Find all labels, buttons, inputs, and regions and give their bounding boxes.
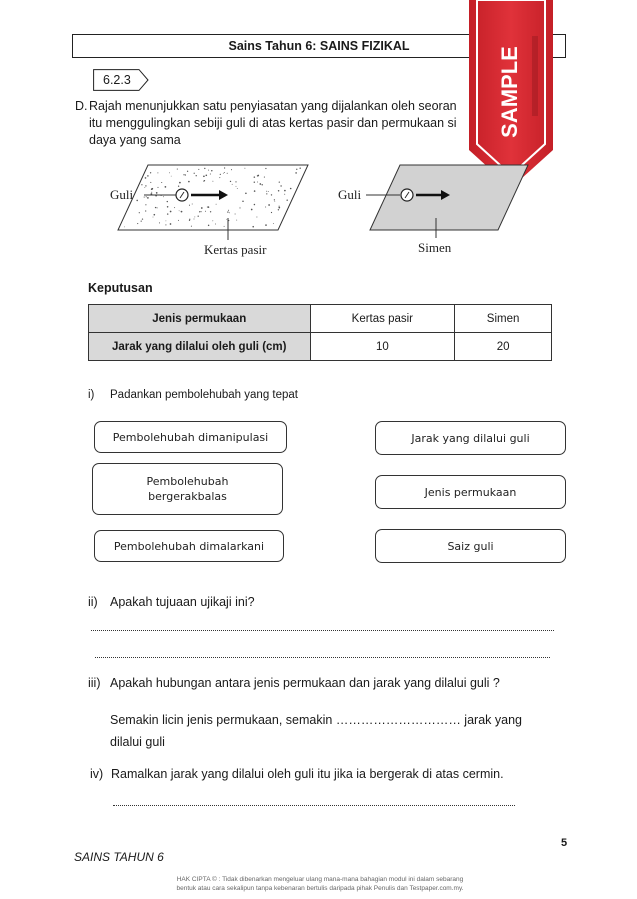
answer-part-2: jarak yang [464,713,522,727]
table-cell: 20 [455,333,552,361]
answer-line-2: dilalui guli [110,735,165,749]
answer-line[interactable] [113,805,515,806]
question-text: Padankan pembolehubah yang tepat [110,389,298,401]
table-cell: Simen [455,305,552,333]
match-box-surface-type[interactable]: Jenis permukaan [375,475,566,509]
question-text: Ramalkan jarak yang dilalui oleh guli itu jika ia bergerak di atas cermin. [111,767,504,781]
watermark-text: SAMPLE [497,46,522,138]
question-number: ii) [88,595,98,609]
answer-blank[interactable]: ………………………… [335,713,461,727]
answer-statement [110,713,522,727]
guli-label-left: Guli [110,187,134,202]
page-title: Sains Tahun 6: SAINS FIZIKAL [228,39,410,53]
guli-label-right: Guli [338,187,362,202]
match-box-constant[interactable]: Pembolehubah dimalarkani [94,530,284,562]
copyright-line-2: bentuk atau cara sekalipun tanpa kebenaran bertulis daripada pihak Penulis dan Testpaper.com.my. [176,885,464,892]
table-header-cell: Jarak yang dilalui oleh guli (cm) [89,333,311,361]
marble-icon [401,189,413,201]
question-line-1: Rajah menunjukkan satu penyiasatan yang dijalankan oleh seoran [89,99,457,113]
answer-line[interactable] [95,657,550,658]
cement-surface [370,165,528,230]
question-label: D. [75,99,88,113]
marble-icon [176,189,188,201]
question-number: i) [88,389,95,401]
sandpaper-surface [118,165,308,230]
page-number: 5 [561,837,568,849]
question-number: iii) [88,676,101,690]
cement-label: Simen [418,240,452,255]
footer-title: SAINS TAHUN 6 [74,850,164,864]
results-table [88,304,552,361]
match-box-manipulated[interactable]: Pembolehubah dimanipulasi [94,421,287,453]
table-row [89,333,552,361]
match-box-responding[interactable]: Pembolehubah bergerakbalas [92,463,283,515]
match-box-distance[interactable]: Jarak yang dilalui guli [375,421,566,455]
question-text: Apakah tujuaan ujikaji ini? [110,595,255,609]
answer-line[interactable] [91,630,554,631]
match-box-marble-size[interactable]: Saiz guli [375,529,566,563]
section-number: 6.2.3 [103,73,131,87]
copyright-line-1: HAK CIPTA © : Tidak dibenarkan mengeluar ulang mana-mana bahagian modul ini dalam sebarang [176,876,464,883]
copyright-notice [90,875,550,893]
results-heading: Keputusan [88,281,153,295]
question-text: Apakah hubungan antara jenis permukaan dan jarak yang dilalui guli ? [110,676,500,690]
table-header-cell: Jenis permukaan [89,305,311,333]
question-line-3: daya yang sama [89,133,181,147]
answer-part-1: Semakin licin jenis permukaan, semakin [110,713,333,727]
table-row [89,305,552,333]
experiment-diagram [100,158,560,263]
section-tag [93,69,149,91]
question-line-2: itu menggulingkan sebiji guli di atas kertas pasir dan permukaan si [89,116,457,130]
question-number: iv) [90,767,104,781]
sandpaper-label: Kertas pasir [204,242,267,257]
table-cell: Kertas pasir [310,305,455,333]
table-cell: 10 [310,333,455,361]
